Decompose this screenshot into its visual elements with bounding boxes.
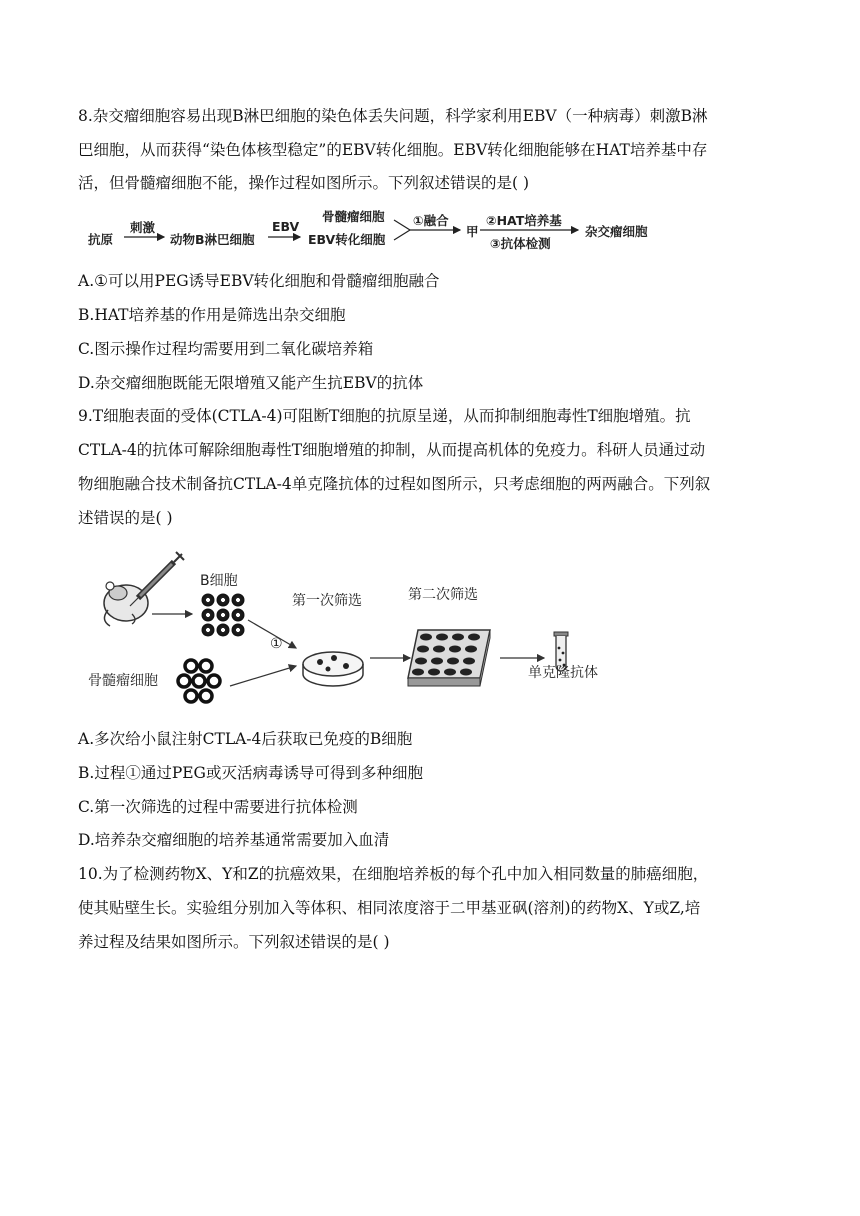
b-cell-label: B细胞	[200, 573, 238, 589]
mouse-icon	[104, 582, 148, 626]
ebv-label: EBV	[272, 219, 300, 234]
q8-line-1: 8.杂交瘤细胞容易出现B淋巴细胞的染色体丢失问题，科学家利用EBV（一种病毒）刺激B淋	[78, 107, 708, 125]
myeloma-cell-cluster	[178, 660, 220, 702]
q8-option-d: D.杂交瘤细胞既能无限增殖又能产生抗EBV的抗体	[78, 374, 424, 392]
q9-line-2: CTLA-4的抗体可解除细胞毒性T细胞增殖的抑制，从而提高机体的免疫力。科研人员通过动	[78, 441, 706, 459]
q9-option-a: A.多次给小鼠注射CTLA-4后获取已免疫的B细胞	[78, 730, 413, 748]
q8-option-a: A.①可以用PEG诱导EBV转化细胞和骨髓瘤细胞融合	[78, 272, 440, 290]
second-screen-label: 第二次筛选	[408, 587, 478, 603]
myeloma-label: 骨髓瘤细胞	[322, 209, 385, 224]
stimulate-label: 刺激	[130, 220, 156, 235]
hat-label: ②HAT培养基	[486, 213, 562, 228]
q9-option-b: B.过程①通过PEG或灭活病毒诱导可得到多种细胞	[78, 764, 423, 782]
monoclonal-antibody-label: 单克隆抗体	[528, 665, 598, 681]
q8-flow-diagram	[88, 206, 678, 254]
first-screen-label: 第一次筛选	[292, 593, 362, 609]
ebv-cell-label: EBV转化细胞	[308, 232, 386, 247]
q9-line-3: 物细胞融合技术制备抗CTLA-4单克隆抗体的过程如图所示，只考虑细胞的两两融合。下列叙	[78, 475, 711, 493]
petri-dish-icon	[303, 652, 363, 686]
q10-line-1: 10.为了检测药物X、Y和Z的抗癌效果，在细胞培养板的每个孔中加入相同数量的肺癌细胞，	[78, 865, 709, 883]
hybridoma-label: 杂交瘤细胞	[585, 224, 648, 239]
q8-line-2: 巴细胞，从而获得“染色体核型稳定”的EBV转化细胞。EBV转化细胞能够在HAT培养基中存	[78, 141, 708, 159]
q8-option-b: B.HAT培养基的作用是筛选出杂交细胞	[78, 306, 346, 324]
q10-line-3: 养过程及结果如图所示。下列叙述错误的是( )	[78, 933, 390, 951]
myeloma-label: 骨髓瘤细胞	[88, 673, 158, 689]
q9-line-4: 述错误的是( )	[78, 509, 173, 527]
jia-label: 甲	[466, 224, 479, 239]
b-cell-cluster	[202, 594, 245, 637]
q9-line-1: 9.T细胞表面的受体(CTLA-4)可阻断T细胞的抗原呈递，从而抑制细胞毒性T细胞增殖。抗	[78, 407, 691, 425]
fusion-label: ①融合	[413, 213, 449, 228]
q10-line-2: 使其贴壁生长。实验组分别加入等体积、相同浓度溶于二甲基亚砜(溶剂)的药物X、Y或Z,培	[78, 899, 701, 917]
q9-monoclonal-diagram	[88, 548, 628, 723]
step-1-label: ①	[270, 636, 283, 652]
well-plate-icon	[408, 630, 490, 686]
q8-option-c: C.图示操作过程均需要用到二氧化碳培养箱	[78, 340, 374, 358]
b-lymphocyte-label: 动物B淋巴细胞	[170, 232, 255, 247]
antigen-label: 抗原	[88, 232, 114, 247]
q9-option-c: C.第一次筛选的过程中需要进行抗体检测	[78, 798, 358, 816]
q9-figure-art	[88, 548, 628, 723]
antibody-test-label: ③抗体检测	[490, 236, 551, 251]
q8-line-3: 活，但骨髓瘤细胞不能，操作过程如图所示。下列叙述错误的是( )	[78, 174, 530, 192]
syringe-icon	[130, 552, 184, 606]
q9-option-d: D.培养杂交瘤细胞的培养基通常需要加入血清	[78, 831, 390, 849]
